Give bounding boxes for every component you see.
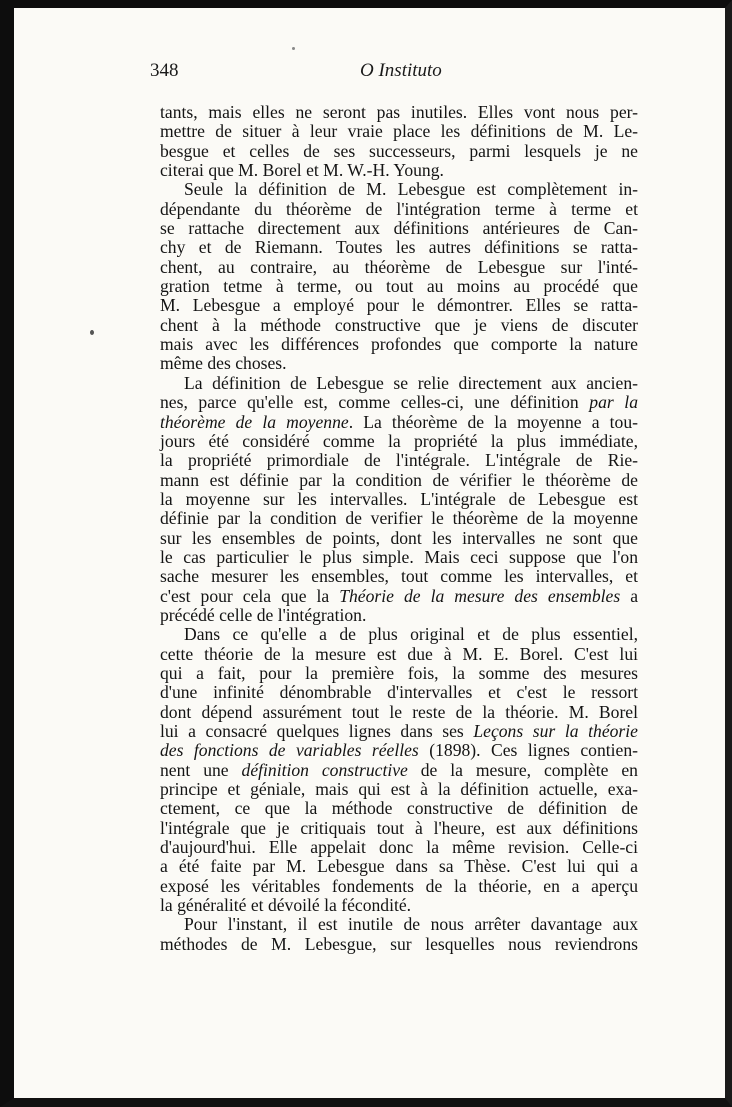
paragraph-4: [160, 625, 638, 915]
page-number: 348: [150, 60, 179, 81]
text-line: La définition de Lebesgue se relie directement aux ancien-: [184, 372, 638, 393]
text-line: la propriété primordiale de l'intégrale. L'intégrale de Rie-: [160, 450, 638, 471]
text-line: définie par la condition de verifier le théorème de la moyenne: [160, 508, 638, 529]
text-line: dépendante du théorème de l'intégration terme à terme et: [160, 198, 638, 219]
text-line: mais avec les différences profondes que comporte la nature: [160, 334, 638, 355]
text-line: d'aujourd'hui. Elle appelait donc la même revision. Celle-ci: [160, 837, 638, 858]
text-line: se rattache directement aux définitions antérieures de Can-: [160, 218, 638, 239]
text-line: précédé celle de l'intégration.: [160, 604, 367, 625]
text-line: chy et de Riemann. Toutes les autres définitions se ratta-: [160, 237, 638, 258]
text-line: [160, 587, 638, 606]
italic-phrase: Leçons sur la théorie: [473, 721, 638, 741]
text-line: théorème de la moyenne. La théorème de la moyenne a tou-: [160, 411, 639, 432]
paragraph-5: [160, 915, 638, 954]
text-line: Seule la définition de M. Lebesgue est complètement in-: [184, 179, 638, 200]
text-line: dont dépend assurément tout le reste de la théorie. M. Borel: [160, 701, 638, 722]
paragraph-1: [160, 103, 638, 180]
paragraph-2: [160, 180, 638, 373]
text-run: de la mesure, complète en: [420, 759, 638, 780]
text-line: [160, 761, 638, 780]
text-line: citerai que M. Borel et M. W.-H. Young.: [160, 160, 444, 181]
text-line: mann est définie par la condition de vérifier le théorème de: [160, 469, 638, 490]
italic-phrase: Théorie de la mesure des ensembles: [339, 585, 621, 606]
text-line: jours été considéré comme la propriété la plus immédiate,: [160, 430, 638, 451]
text-run: nes, parce qu'elle est, comme celles-ci, une définition: [160, 392, 579, 413]
page-header: [150, 60, 640, 90]
italic-phrase: par la: [589, 392, 638, 413]
text-line: Pour l'instant, il est inutile de nous arrêter davantage aux: [184, 914, 638, 935]
text-line: chent, au contraire, au théorème de Lebesgue sur l'inté-: [160, 256, 638, 277]
scan-speck: [292, 47, 295, 50]
paragraph-3: [160, 374, 638, 625]
text-run: (1898). Ces lignes contien-: [429, 740, 638, 761]
text-line: la moyenne sur les intervalles. L'intégrale de Lebesgue est: [160, 488, 638, 509]
text-line: le cas particulier le plus simple. Mais ceci suppose que l'on: [160, 546, 638, 567]
text-line: méthodes de M. Lebesgue, sur lesquelles nous reviendrons: [160, 933, 638, 954]
italic-phrase: des fonctions de variables réelles: [160, 740, 419, 761]
text-line: M. Lebesgue a employé pour le démontrer. Elles se ratta-: [160, 295, 638, 316]
text-line: la généralité et dévoilé la fécondité.: [160, 895, 412, 916]
text-run: nent une: [160, 759, 229, 780]
text-run: La théorème de la moyenne a tou-: [363, 411, 639, 432]
text-line: [160, 393, 638, 412]
text-line: mettre de situer à leur vraie place les définitions de M. Le-: [160, 121, 638, 142]
text-run: c'est pour cela que la: [160, 585, 330, 606]
text-line: même des choses.: [160, 353, 287, 374]
text-line: a été faite par M. Lebesgue dans sa Thèse. C'est lui qui a: [160, 856, 638, 877]
running-title: O Instituto: [360, 60, 442, 81]
body-text: [160, 103, 638, 954]
scan-speck: [90, 330, 94, 335]
text-line: exposé les véritables fondements de la théorie, en a aperçu: [160, 875, 638, 896]
text-run: a: [630, 585, 639, 606]
text-line: l'intégrale que je critiquais tout à l'heure, est aux définitions: [160, 817, 638, 838]
text-line: principe et géniale, mais qui est à la définition actuelle, exa-: [160, 779, 638, 800]
text-line: sache mesurer les ensembles, tout comme les intervalles, et: [160, 566, 638, 587]
italic-phrase: théorème de la moyenne: [160, 411, 349, 432]
text-line: qui a fait, pour la première fois, la somme des mesures: [160, 662, 638, 683]
text-line: [160, 722, 638, 741]
text-line: besgue et celles de ses successeurs, parmi lesquels je ne: [160, 140, 638, 161]
text-line: chent à la méthode constructive que je viens de discuter: [160, 314, 638, 335]
italic-phrase: définition constructive: [241, 759, 408, 780]
text-line: d'une infinité dénombrable d'intervalles et c'est le ressort: [160, 682, 638, 703]
text-line: tants, mais elles ne seront pas inutiles. Elles vont nous per-: [160, 102, 638, 122]
text-line: gration tetme à terme, ou tout au moins au procédé que: [160, 276, 638, 297]
text-line: Dans ce qu'elle a de plus original et de plus essentiel,: [184, 624, 638, 645]
text-line: sur les ensembles de points, dont les intervalles ne sont que: [160, 527, 638, 548]
text-run: lui a consacré quelques lignes dans ses: [160, 721, 464, 741]
text-line: ctement, ce que la méthode constructive de définition de: [160, 798, 638, 819]
text-line: [160, 741, 638, 760]
text-line: cette théorie de la mesure est due à M. E. Borel. C'est lui: [160, 643, 638, 664]
